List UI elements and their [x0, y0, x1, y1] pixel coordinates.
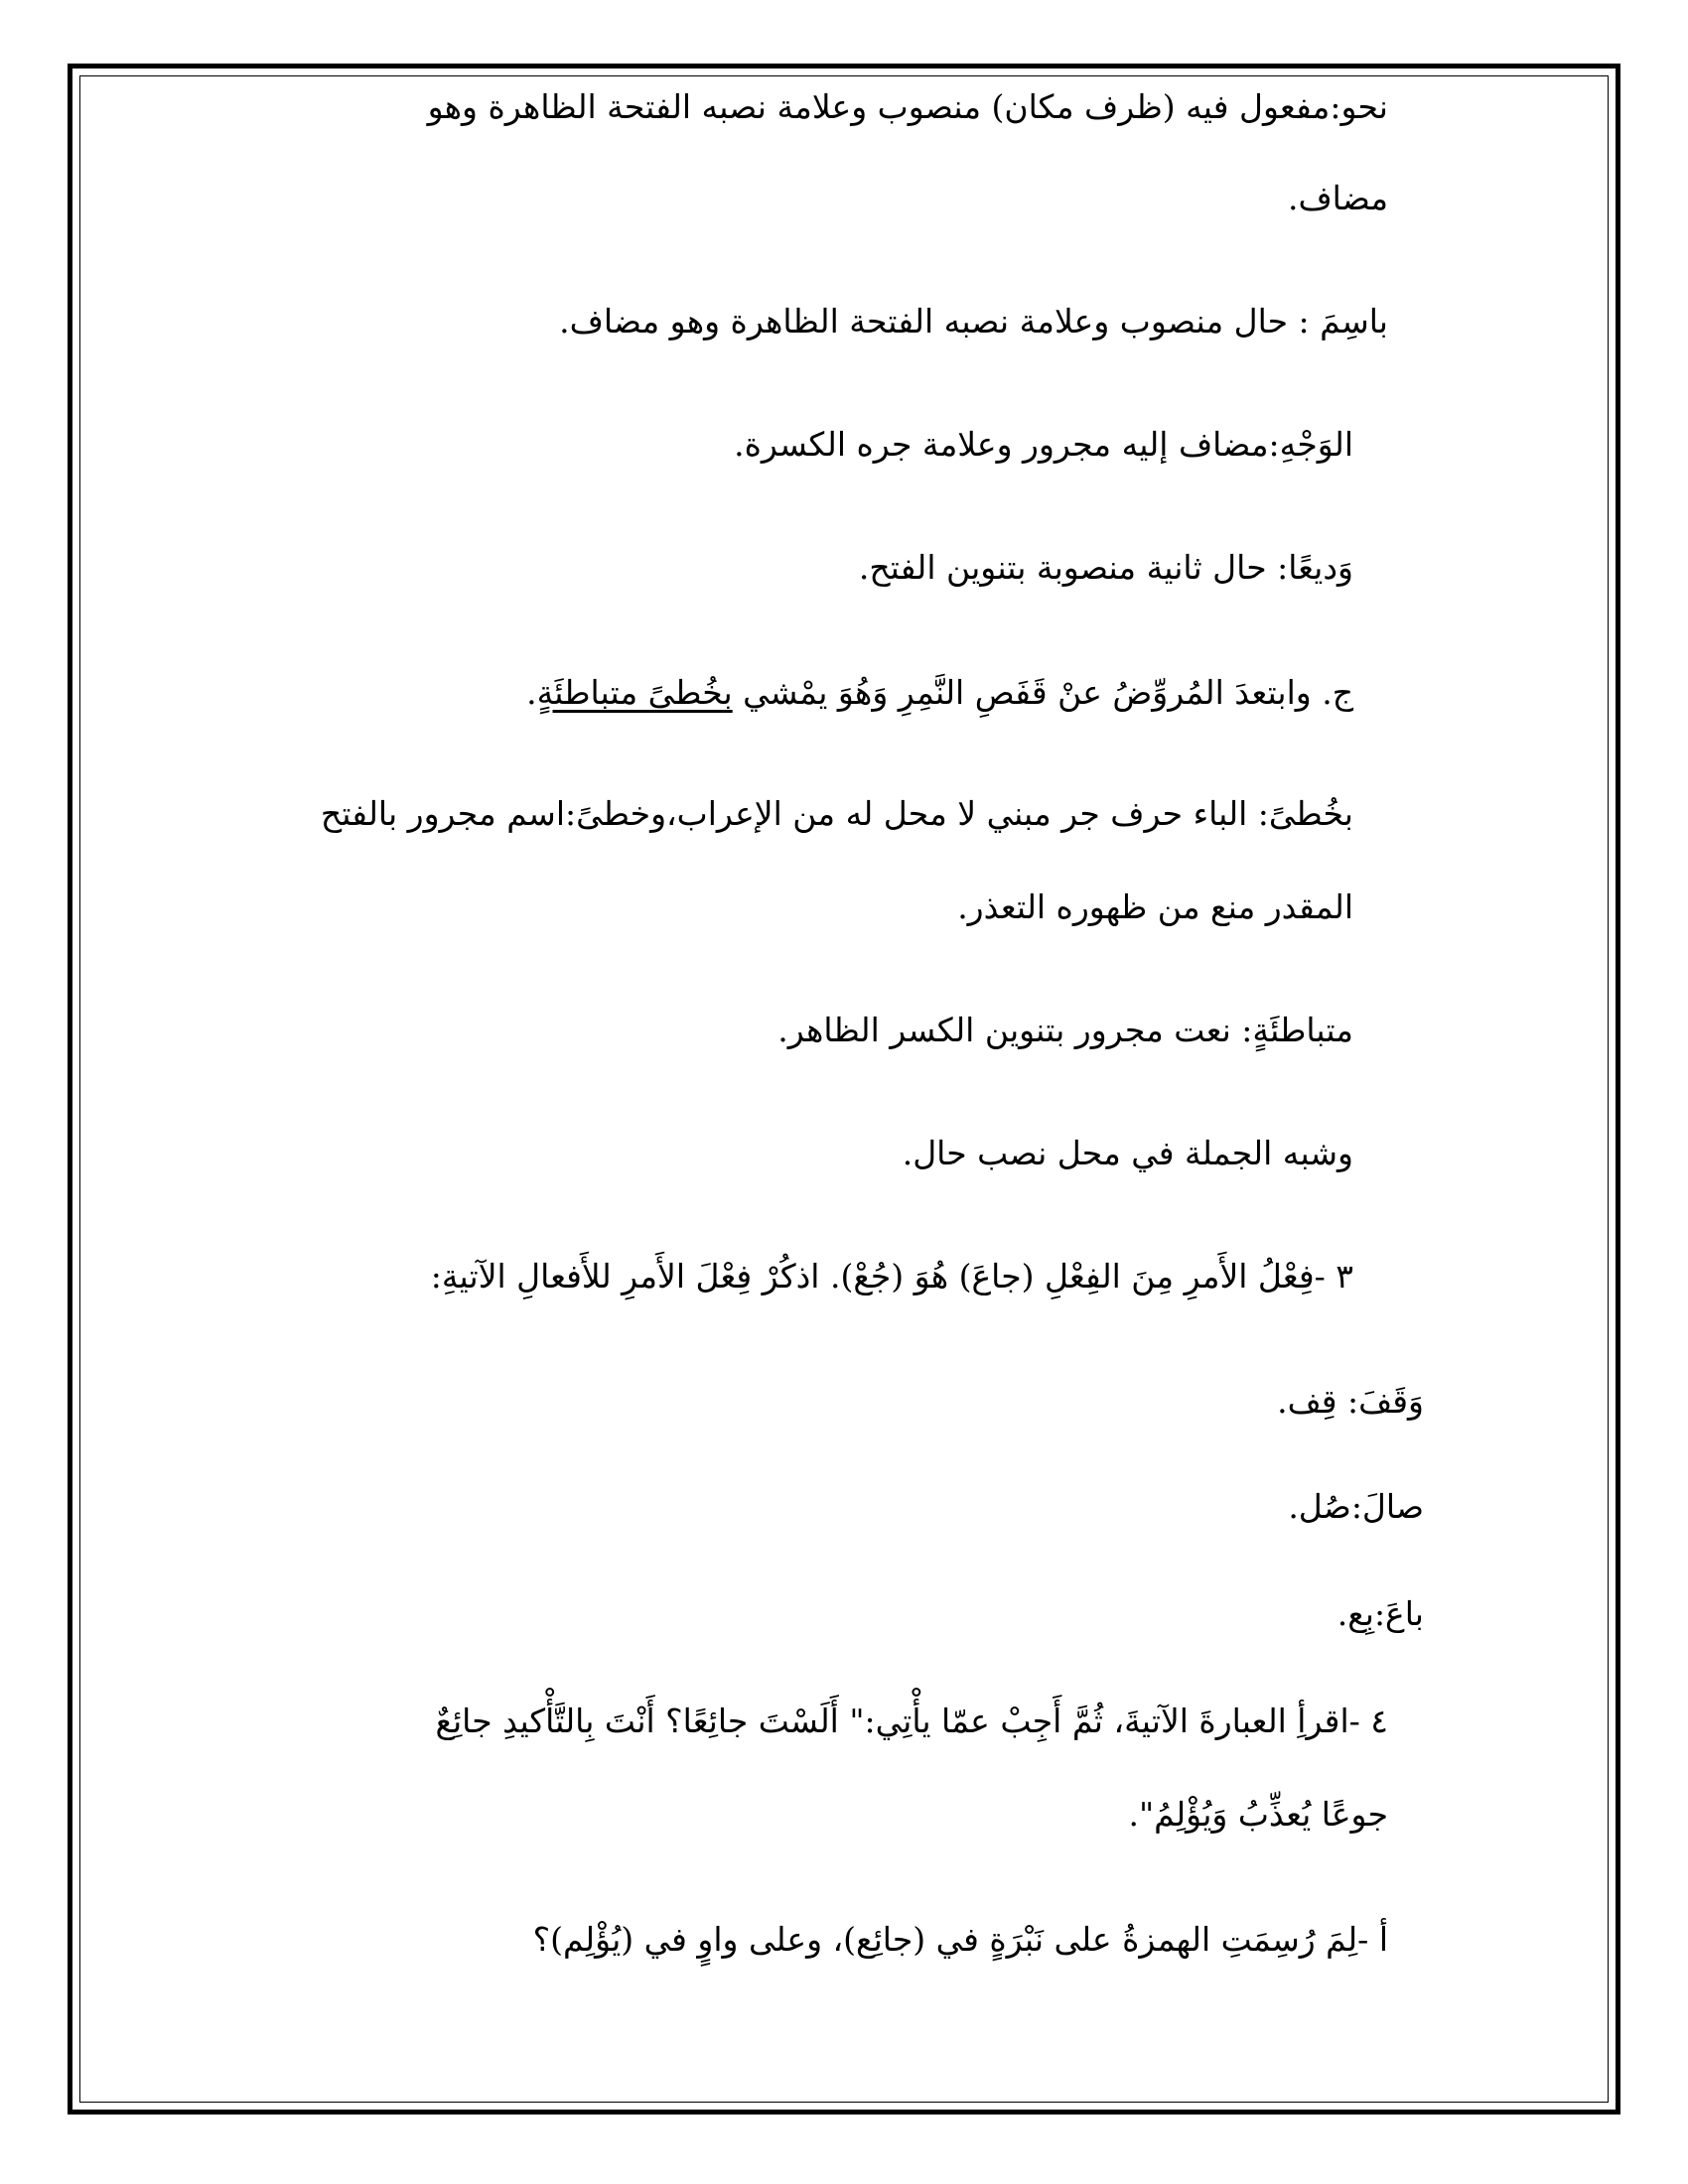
underlined-phrase: بخُطىً متباطئَةٍ: [536, 673, 733, 712]
text-line-9: متباطئَةٍ: نعت مجرور بتنوين الكسر الظاهر.: [777, 1011, 1353, 1049]
text-line-13: صالَ:صُل.: [1288, 1487, 1424, 1526]
text-line-12: وَقَفَ: قِف.: [1277, 1382, 1424, 1421]
text-line-1: نحو:مفعول فيه (ظرف مكان) منصوب وعلامة نصبه الفتحة الظاهرة وهو: [427, 87, 1388, 126]
text-line-11: ٣ -فِعْلُ الأَمرِ مِنَ الفِعْلِ (جاعَ) هُوَ (جُعْ). اذكُرْ فِعْلَ الأَمرِ للأَفعالِ الآتيةِ:: [430, 1257, 1353, 1296]
text-line-2: مضاف.: [1287, 179, 1388, 217]
text-line-4: الوَجْهِ:مضاف إليه مجرور وعلامة جره الكسرة.: [734, 425, 1353, 464]
text-line-8: المقدر منع من ظهوره التعذر.: [957, 887, 1353, 926]
text-line-15: ٤ -اقرأِ العبارةَ الآتيةَ، ثُمَّ أَجِبْ عمّا يأْتِي:" أَلَسْتَ جائِعًا؟ أَنْتَ بِالتَّأْكيدِ جائِعٌ: [435, 1702, 1388, 1740]
text-line-10: وشبه الجملة في محل نصب حال.: [902, 1134, 1353, 1172]
text-line-17: أ -لِمَ رُسِمَتِ الهمزةُ على نَبْرَةٍ في (جائِع)، وعلى واوٍ في (يُؤْلِم)؟: [532, 1920, 1388, 1959]
text-line-7: بخُطىً: الباء حرف جر مبني لا محل له من الإعراب،وخطىً:اسم مجرور بالفتح: [320, 794, 1353, 833]
text-line-16: جوعًا يُعذِّبُ وَيُؤْلِمُ".: [1128, 1795, 1388, 1834]
text-line-14: باعَ:بِع.: [1336, 1594, 1424, 1633]
text-line-5: وَديعًا: حال ثانية منصوبة بتنوين الفتح.: [858, 548, 1353, 587]
text-line-3: باسِمَ : حال منصوب وعلامة نصبه الفتحة الظاهرة وهو مضاف.: [559, 302, 1388, 341]
sentence-text: ج. وابتعدَ المُروِّضُ عنْ قَفَصِ النَّمِرِ وَهُوَ يمْشي: [732, 673, 1353, 712]
sentence-end: .: [526, 673, 537, 712]
text-line-6: [526, 671, 1353, 715]
